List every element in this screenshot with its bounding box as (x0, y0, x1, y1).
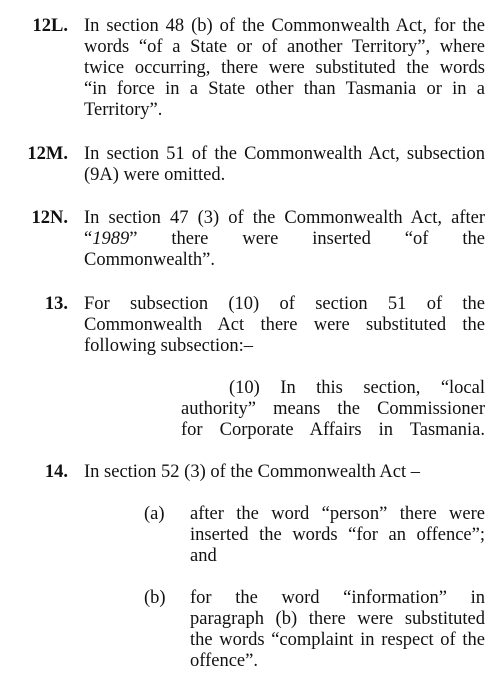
text-line: Commonwealth Act there were substituted the (84, 315, 485, 335)
paragraph-text (84, 16, 485, 121)
quoted-subsection (181, 378, 485, 441)
item-label-a: (a) (144, 504, 165, 524)
text-line: In section 51 of the Commonwealth Act, subsection (84, 144, 485, 164)
paragraph-13 (0, 294, 491, 444)
text-line: for the word “information” in (190, 588, 485, 608)
paragraph-number: 14. (44, 462, 68, 482)
text-line: twice occurring, there were substituted the words (84, 58, 485, 78)
text-line: authority” means the Commissioner (181, 399, 485, 419)
item-text-a (190, 504, 485, 567)
text-line: following subsection:– (84, 336, 254, 356)
paragraph-14 (0, 462, 491, 682)
paragraph-number: 12M. (27, 144, 68, 164)
text-line: For subsection (10) of section 51 of the (84, 294, 485, 314)
text-fragment: ” there were inserted “of the (129, 229, 485, 249)
paragraph-number: 12L. (32, 16, 68, 36)
open-quote: “ (84, 229, 93, 249)
text-line: and (190, 546, 217, 566)
text-line: (10) In this section, “local (229, 378, 485, 398)
text-line: (9A) were omitted. (84, 165, 226, 185)
paragraph-12l (0, 16, 491, 126)
text-line: In section 52 (3) of the Commonwealth Act – (84, 462, 421, 482)
paragraph-number: 12N. (31, 208, 68, 228)
paragraph-12n (0, 208, 491, 274)
text-line: Territory”. (84, 100, 163, 120)
text-line: inserted the words “for an offence”; (190, 525, 485, 545)
paragraph-text (84, 208, 485, 271)
text-line: words “of a State or of another Territory”, where (84, 37, 485, 57)
text-line: Commonwealth”. (84, 250, 216, 270)
paragraph-text (84, 144, 485, 186)
text-line: “in force in a State other than Tasmania or in a (84, 79, 485, 99)
text-line: In section 48 (b) of the Commonwealth Act, for the (84, 16, 485, 36)
text-line (84, 229, 485, 250)
text-line: In section 47 (3) of the Commonwealth Act, after (84, 208, 485, 228)
paragraph-number: 13. (44, 294, 68, 314)
text-line: for Corporate Affairs in Tasmania. (181, 420, 485, 440)
item-text-b (190, 588, 485, 672)
text-line: offence”. (190, 651, 258, 671)
text-line: the words “complaint in respect of the (190, 630, 485, 650)
paragraph-12m (0, 144, 491, 190)
item-label-b: (b) (144, 588, 166, 608)
year-italic: 1989 (92, 229, 130, 249)
paragraph-text (84, 294, 485, 357)
text-line: paragraph (b) there were substituted (190, 609, 485, 629)
paragraph-text (84, 462, 485, 483)
text-line: after the word “person” there were (190, 504, 485, 524)
